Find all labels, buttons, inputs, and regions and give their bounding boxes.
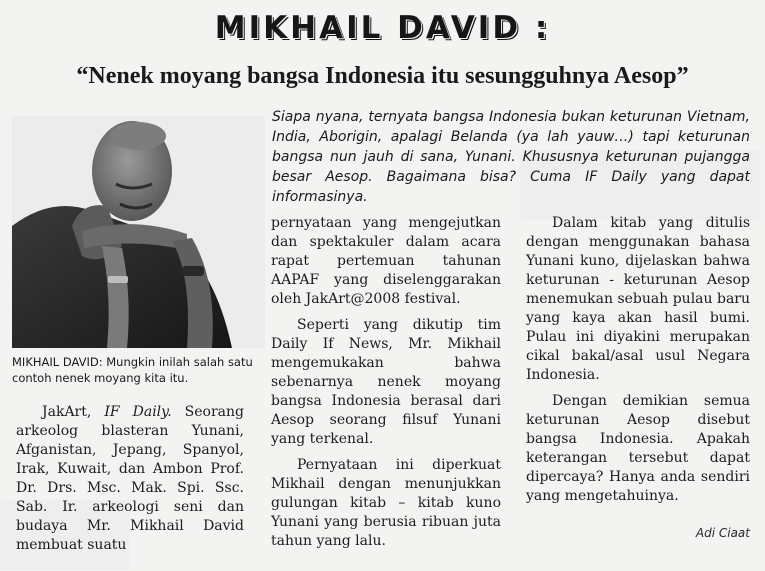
author-signoff: Adi Ciaat	[695, 526, 750, 540]
paragraph-text: Seorang arkeolog blasteran Yunani, Afganistan, Jepang, Spanyol, Irak, Kuwait, dan Ambon Prof. Dr. Drs. Msc. Mak. Spi. Ssc. Sab. Ir. arkeologi seni dan budaya Mr. Mikhail David membuat suatu	[16, 404, 244, 553]
article-paragraph: Dengan demikian semua keturunan Aesop disebut bangsa Indonesia. Apakah keterangan tersebut dapat dipercaya? Hanya anda sendiri yang mengetahuinya.	[526, 393, 750, 504]
article-quote-title: “Nenek moyang bangsa Indonesia itu sesungguhnya Aesop”	[76, 63, 689, 89]
article-paragraph: Pernyataan ini diperkuat Mikhail dengan menunjukkan gulungan kitab – kitab kuno Yunani yang berusia ribuan juta tahun yang lalu.	[271, 457, 501, 549]
article-paragraph: pernyataan yang mengejutkan dan spektakuler dalam acara rapat pertemuan tahunan AAPAF yang diselenggarakan oleh JakArt@2008 festival.	[271, 215, 501, 307]
portrait-photo	[12, 116, 265, 348]
man-portrait-illustration	[12, 116, 265, 348]
article-intro: Siapa nyana, ternyata bangsa Indonesia bukan keturunan Vietnam, India, Aborigin, apalagi Belanda (ya lah yauw…) tapi keturunan bangsa nun jauh di sana, Yunani. Khususnya keturunan pujangga besar Aesop. Bagaimana bisa? Cuma IF Daily yang dapat informasinya.	[272, 109, 750, 205]
article-paragraph: Dalam kitab yang ditulis dengan menggunakan bahasa Yunani kuno, dijelaskan bahwa keturunan - keturunan Aesop menemukan sebuah pulau baru yang kaya akan hasil bumi. Pulau ini diyakini merupakan cikal bakal/asal usul Negara Indonesia.	[526, 215, 750, 383]
photo-caption: MIKHAIL DAVID: Mungkin inilah salah satu contoh nenek moyang kita itu.	[12, 355, 253, 385]
article-headline: MIKHAIL DAVID :	[214, 10, 551, 46]
article-column-2	[271, 214, 501, 558]
article-column-3	[526, 214, 750, 513]
article-paragraph: Seperti yang dikutip tim Daily If News, Mr. Mikhail mengemukakan bahwa sebenarnya nenek moyang bangsa Indonesia berasal dari Aesop seorang filsuf Yunani yang terkenal.	[271, 317, 501, 447]
dateline-city: JakArt,	[42, 404, 92, 420]
dateline-paper: IF Daily.	[104, 404, 172, 420]
article-paragraph	[16, 403, 244, 555]
article-column-1	[16, 403, 244, 562]
